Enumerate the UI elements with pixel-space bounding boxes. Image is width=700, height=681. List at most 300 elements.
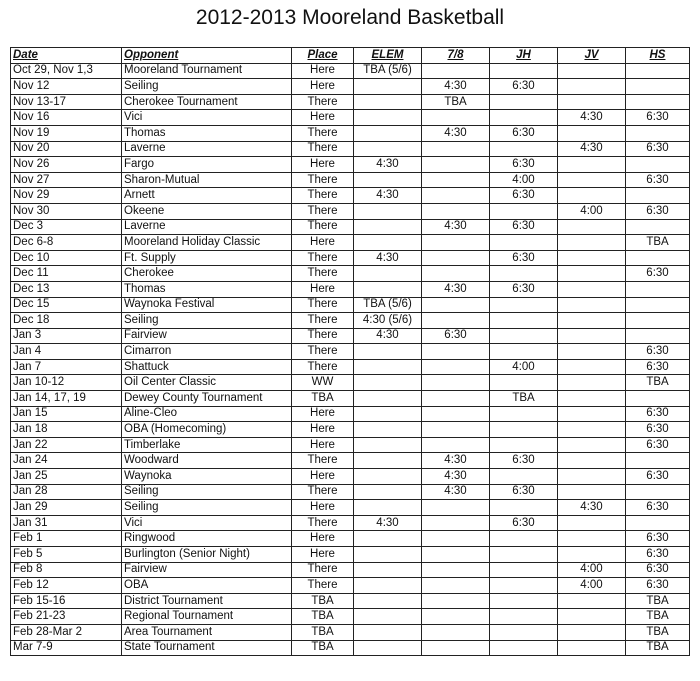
grade78-cell: [422, 422, 490, 438]
place-cell: There: [292, 484, 354, 500]
jv-cell: [558, 281, 626, 297]
place-cell: There: [292, 359, 354, 375]
elem-cell: [354, 469, 422, 485]
hs-cell: [626, 313, 690, 329]
place-cell: There: [292, 203, 354, 219]
place-cell: There: [292, 94, 354, 110]
opponent-cell: OBA (Homecoming): [122, 422, 292, 438]
table-row: [11, 406, 690, 422]
jv-cell: [558, 531, 626, 547]
date-cell: Nov 19: [11, 125, 122, 141]
grade78-cell: [422, 359, 490, 375]
date-cell: Dec 10: [11, 250, 122, 266]
grade78-cell: [422, 406, 490, 422]
jh-cell: [490, 94, 558, 110]
table-row: [11, 375, 690, 391]
elem-cell: 4:30: [354, 250, 422, 266]
jh-cell: 6:30: [490, 157, 558, 173]
opponent-cell: Ft. Supply: [122, 250, 292, 266]
hs-cell: 6:30: [626, 359, 690, 375]
place-cell: There: [292, 562, 354, 578]
place-cell: Here: [292, 531, 354, 547]
jv-cell: [558, 515, 626, 531]
date-cell: Jan 25: [11, 469, 122, 485]
date-cell: Jan 31: [11, 515, 122, 531]
elem-cell: [354, 94, 422, 110]
jv-cell: [558, 125, 626, 141]
grade78-cell: 4:30: [422, 469, 490, 485]
place-cell: There: [292, 344, 354, 360]
jv-cell: [558, 328, 626, 344]
hs-cell: TBA: [626, 235, 690, 251]
grade78-cell: [422, 547, 490, 563]
opponent-cell: OBA: [122, 578, 292, 594]
jv-cell: [558, 484, 626, 500]
place-cell: There: [292, 313, 354, 329]
elem-cell: [354, 640, 422, 656]
place-cell: There: [292, 578, 354, 594]
jv-cell: [558, 375, 626, 391]
opponent-cell: Shattuck: [122, 359, 292, 375]
opponent-cell: Thomas: [122, 125, 292, 141]
jv-cell: [558, 235, 626, 251]
place-cell: Here: [292, 422, 354, 438]
hs-cell: [626, 391, 690, 407]
hs-cell: [626, 297, 690, 313]
hs-cell: [626, 219, 690, 235]
place-cell: TBA: [292, 640, 354, 656]
date-cell: Feb 28-Mar 2: [11, 624, 122, 640]
jv-cell: [558, 266, 626, 282]
hs-cell: [626, 125, 690, 141]
opponent-cell: Mooreland Holiday Classic: [122, 235, 292, 251]
opponent-cell: Regional Tournament: [122, 609, 292, 625]
grade78-cell: [422, 110, 490, 126]
table-row: [11, 235, 690, 251]
jh-cell: 4:00: [490, 359, 558, 375]
jv-cell: [558, 593, 626, 609]
place-cell: There: [292, 328, 354, 344]
table-row: [11, 640, 690, 656]
opponent-cell: Seiling: [122, 500, 292, 516]
hs-cell: 6:30: [626, 547, 690, 563]
elem-cell: 4:30 (5/6): [354, 313, 422, 329]
date-cell: Nov 29: [11, 188, 122, 204]
jv-cell: [558, 624, 626, 640]
date-cell: Dec 18: [11, 313, 122, 329]
jv-cell: [558, 469, 626, 485]
schedule-table: [10, 47, 690, 656]
table-row: [11, 531, 690, 547]
date-cell: Nov 30: [11, 203, 122, 219]
opponent-cell: Aline-Cleo: [122, 406, 292, 422]
jv-cell: 4:00: [558, 203, 626, 219]
jv-cell: [558, 219, 626, 235]
jv-cell: [558, 391, 626, 407]
opponent-cell: Seiling: [122, 484, 292, 500]
elem-cell: [354, 578, 422, 594]
date-cell: Jan 4: [11, 344, 122, 360]
elem-cell: TBA (5/6): [354, 297, 422, 313]
grade78-cell: [422, 141, 490, 157]
jh-cell: [490, 203, 558, 219]
grade78-cell: [422, 344, 490, 360]
opponent-cell: Fairview: [122, 328, 292, 344]
grade78-cell: [422, 500, 490, 516]
jh-cell: 6:30: [490, 125, 558, 141]
column-header-date: Date: [11, 48, 122, 64]
jh-cell: [490, 344, 558, 360]
elem-cell: [354, 547, 422, 563]
elem-cell: [354, 609, 422, 625]
place-cell: Here: [292, 281, 354, 297]
grade78-cell: [422, 313, 490, 329]
jv-cell: [558, 250, 626, 266]
jh-cell: [490, 562, 558, 578]
place-cell: There: [292, 172, 354, 188]
date-cell: Jan 10-12: [11, 375, 122, 391]
jv-cell: 4:30: [558, 141, 626, 157]
hs-cell: 6:30: [626, 172, 690, 188]
jh-cell: [490, 593, 558, 609]
jh-cell: [490, 609, 558, 625]
hs-cell: 6:30: [626, 406, 690, 422]
elem-cell: [354, 484, 422, 500]
table-row: [11, 63, 690, 79]
schedule-body: [11, 63, 690, 656]
table-row: [11, 188, 690, 204]
table-row: [11, 453, 690, 469]
place-cell: There: [292, 125, 354, 141]
hs-cell: [626, 188, 690, 204]
date-cell: Jan 22: [11, 437, 122, 453]
jv-cell: 4:00: [558, 562, 626, 578]
grade78-cell: [422, 250, 490, 266]
elem-cell: [354, 375, 422, 391]
column-header-hs: HS: [626, 48, 690, 64]
hs-cell: [626, 453, 690, 469]
place-cell: There: [292, 266, 354, 282]
grade78-cell: [422, 593, 490, 609]
opponent-cell: Arnett: [122, 188, 292, 204]
place-cell: Here: [292, 110, 354, 126]
date-cell: Jan 28: [11, 484, 122, 500]
table-row: [11, 157, 690, 173]
grade78-cell: 4:30: [422, 484, 490, 500]
place-cell: There: [292, 250, 354, 266]
date-cell: Dec 3: [11, 219, 122, 235]
date-cell: Dec 13: [11, 281, 122, 297]
elem-cell: [354, 203, 422, 219]
date-cell: Feb 12: [11, 578, 122, 594]
jh-cell: [490, 313, 558, 329]
jh-cell: [490, 328, 558, 344]
jh-cell: [490, 547, 558, 563]
opponent-cell: Cherokee: [122, 266, 292, 282]
table-row: [11, 578, 690, 594]
elem-cell: 4:30: [354, 188, 422, 204]
place-cell: Here: [292, 547, 354, 563]
jh-cell: [490, 578, 558, 594]
table-row: [11, 281, 690, 297]
jv-cell: [558, 547, 626, 563]
date-cell: Nov 27: [11, 172, 122, 188]
elem-cell: [354, 125, 422, 141]
table-row: [11, 344, 690, 360]
jv-cell: [558, 344, 626, 360]
hs-cell: 6:30: [626, 203, 690, 219]
table-row: [11, 359, 690, 375]
grade78-cell: [422, 157, 490, 173]
grade78-cell: [422, 235, 490, 251]
grade78-cell: [422, 188, 490, 204]
hs-cell: 6:30: [626, 344, 690, 360]
table-row: [11, 110, 690, 126]
place-cell: TBA: [292, 593, 354, 609]
elem-cell: [354, 235, 422, 251]
hs-cell: [626, 94, 690, 110]
elem-cell: 4:30: [354, 157, 422, 173]
hs-cell: 6:30: [626, 531, 690, 547]
table-row: [11, 593, 690, 609]
opponent-cell: Waynoka: [122, 469, 292, 485]
elem-cell: [354, 266, 422, 282]
elem-cell: [354, 281, 422, 297]
table-row: [11, 437, 690, 453]
page-title: 2012-2013 Mooreland Basketball: [195, 6, 505, 29]
opponent-cell: Cimarron: [122, 344, 292, 360]
grade78-cell: 4:30: [422, 453, 490, 469]
jh-cell: TBA: [490, 391, 558, 407]
table-row: [11, 500, 690, 516]
hs-cell: [626, 157, 690, 173]
column-header-jh: JH: [490, 48, 558, 64]
hs-cell: [626, 281, 690, 297]
opponent-cell: Ringwood: [122, 531, 292, 547]
place-cell: TBA: [292, 624, 354, 640]
opponent-cell: Dewey County Tournament: [122, 391, 292, 407]
jh-cell: 6:30: [490, 515, 558, 531]
place-cell: Here: [292, 406, 354, 422]
date-cell: Jan 18: [11, 422, 122, 438]
jh-cell: [490, 531, 558, 547]
elem-cell: TBA (5/6): [354, 63, 422, 79]
grade78-cell: [422, 172, 490, 188]
elem-cell: [354, 453, 422, 469]
jv-cell: [558, 172, 626, 188]
place-cell: Here: [292, 63, 354, 79]
jh-cell: [490, 624, 558, 640]
jh-cell: 6:30: [490, 281, 558, 297]
opponent-cell: Area Tournament: [122, 624, 292, 640]
date-cell: Jan 15: [11, 406, 122, 422]
table-row: [11, 94, 690, 110]
grade78-cell: [422, 63, 490, 79]
grade78-cell: 6:30: [422, 328, 490, 344]
hs-cell: 6:30: [626, 266, 690, 282]
opponent-cell: Fargo: [122, 157, 292, 173]
table-row: [11, 203, 690, 219]
table-row: [11, 266, 690, 282]
jv-cell: [558, 609, 626, 625]
jv-cell: 4:30: [558, 110, 626, 126]
table-row: [11, 250, 690, 266]
table-row: [11, 547, 690, 563]
jv-cell: 4:30: [558, 500, 626, 516]
jh-cell: [490, 500, 558, 516]
place-cell: Here: [292, 157, 354, 173]
date-cell: Dec 11: [11, 266, 122, 282]
place-cell: Here: [292, 500, 354, 516]
opponent-cell: Laverne: [122, 219, 292, 235]
table-row: [11, 609, 690, 625]
elem-cell: [354, 344, 422, 360]
opponent-cell: Fairview: [122, 562, 292, 578]
header-row: [11, 48, 690, 64]
date-cell: Feb 21-23: [11, 609, 122, 625]
jh-cell: 6:30: [490, 453, 558, 469]
elem-cell: [354, 531, 422, 547]
date-cell: Jan 24: [11, 453, 122, 469]
elem-cell: [354, 359, 422, 375]
hs-cell: [626, 250, 690, 266]
opponent-cell: Thomas: [122, 281, 292, 297]
date-cell: Dec 15: [11, 297, 122, 313]
grade78-cell: [422, 531, 490, 547]
date-cell: Nov 20: [11, 141, 122, 157]
hs-cell: TBA: [626, 624, 690, 640]
jv-cell: [558, 422, 626, 438]
place-cell: Here: [292, 469, 354, 485]
jh-cell: [490, 437, 558, 453]
opponent-cell: Waynoka Festival: [122, 297, 292, 313]
jv-cell: [558, 406, 626, 422]
date-cell: Mar 7-9: [11, 640, 122, 656]
opponent-cell: Seiling: [122, 79, 292, 95]
table-row: [11, 469, 690, 485]
table-row: [11, 562, 690, 578]
hs-cell: 6:30: [626, 141, 690, 157]
date-cell: Feb 15-16: [11, 593, 122, 609]
grade78-cell: [422, 562, 490, 578]
column-header-place: Place: [292, 48, 354, 64]
hs-cell: TBA: [626, 593, 690, 609]
jh-cell: [490, 469, 558, 485]
opponent-cell: Mooreland Tournament: [122, 63, 292, 79]
elem-cell: [354, 500, 422, 516]
table-row: [11, 328, 690, 344]
date-cell: Feb 5: [11, 547, 122, 563]
grade78-cell: 4:30: [422, 79, 490, 95]
place-cell: TBA: [292, 609, 354, 625]
jh-cell: [490, 375, 558, 391]
elem-cell: [354, 422, 422, 438]
place-cell: Here: [292, 79, 354, 95]
jv-cell: 4:00: [558, 578, 626, 594]
opponent-cell: Vici: [122, 515, 292, 531]
hs-cell: 6:30: [626, 469, 690, 485]
opponent-cell: Seiling: [122, 313, 292, 329]
jv-cell: [558, 188, 626, 204]
elem-cell: [354, 110, 422, 126]
jh-cell: 6:30: [490, 188, 558, 204]
date-cell: Feb 8: [11, 562, 122, 578]
opponent-cell: Okeene: [122, 203, 292, 219]
jh-cell: [490, 422, 558, 438]
hs-cell: TBA: [626, 640, 690, 656]
hs-cell: [626, 515, 690, 531]
jh-cell: 4:00: [490, 172, 558, 188]
grade78-cell: [422, 578, 490, 594]
hs-cell: 6:30: [626, 562, 690, 578]
jh-cell: [490, 406, 558, 422]
jh-cell: [490, 235, 558, 251]
column-header-78: 7/8: [422, 48, 490, 64]
elem-cell: [354, 79, 422, 95]
elem-cell: [354, 141, 422, 157]
hs-cell: 6:30: [626, 422, 690, 438]
table-row: [11, 79, 690, 95]
date-cell: Feb 1: [11, 531, 122, 547]
elem-cell: 4:30: [354, 515, 422, 531]
opponent-cell: District Tournament: [122, 593, 292, 609]
grade78-cell: 4:30: [422, 125, 490, 141]
opponent-cell: Woodward: [122, 453, 292, 469]
date-cell: Jan 29: [11, 500, 122, 516]
place-cell: WW: [292, 375, 354, 391]
date-cell: Nov 26: [11, 157, 122, 173]
elem-cell: [354, 562, 422, 578]
place-cell: There: [292, 219, 354, 235]
table-row: [11, 422, 690, 438]
opponent-cell: Sharon-Mutual: [122, 172, 292, 188]
elem-cell: [354, 219, 422, 235]
jh-cell: [490, 266, 558, 282]
elem-cell: [354, 172, 422, 188]
jv-cell: [558, 640, 626, 656]
hs-cell: TBA: [626, 609, 690, 625]
jh-cell: 6:30: [490, 79, 558, 95]
grade78-cell: [422, 609, 490, 625]
hs-cell: [626, 79, 690, 95]
grade78-cell: TBA: [422, 94, 490, 110]
table-row: [11, 484, 690, 500]
table-row: [11, 297, 690, 313]
place-cell: Here: [292, 235, 354, 251]
hs-cell: 6:30: [626, 110, 690, 126]
jh-cell: [490, 110, 558, 126]
date-cell: Nov 16: [11, 110, 122, 126]
table-row: [11, 125, 690, 141]
elem-cell: 4:30: [354, 328, 422, 344]
table-row: [11, 219, 690, 235]
hs-cell: [626, 63, 690, 79]
place-cell: TBA: [292, 391, 354, 407]
hs-cell: [626, 328, 690, 344]
grade78-cell: [422, 640, 490, 656]
table-row: [11, 515, 690, 531]
grade78-cell: 4:30: [422, 219, 490, 235]
place-cell: There: [292, 453, 354, 469]
elem-cell: [354, 391, 422, 407]
jv-cell: [558, 94, 626, 110]
table-row: [11, 141, 690, 157]
hs-cell: TBA: [626, 375, 690, 391]
jh-cell: 6:30: [490, 484, 558, 500]
opponent-cell: State Tournament: [122, 640, 292, 656]
jv-cell: [558, 437, 626, 453]
date-cell: Nov 12: [11, 79, 122, 95]
